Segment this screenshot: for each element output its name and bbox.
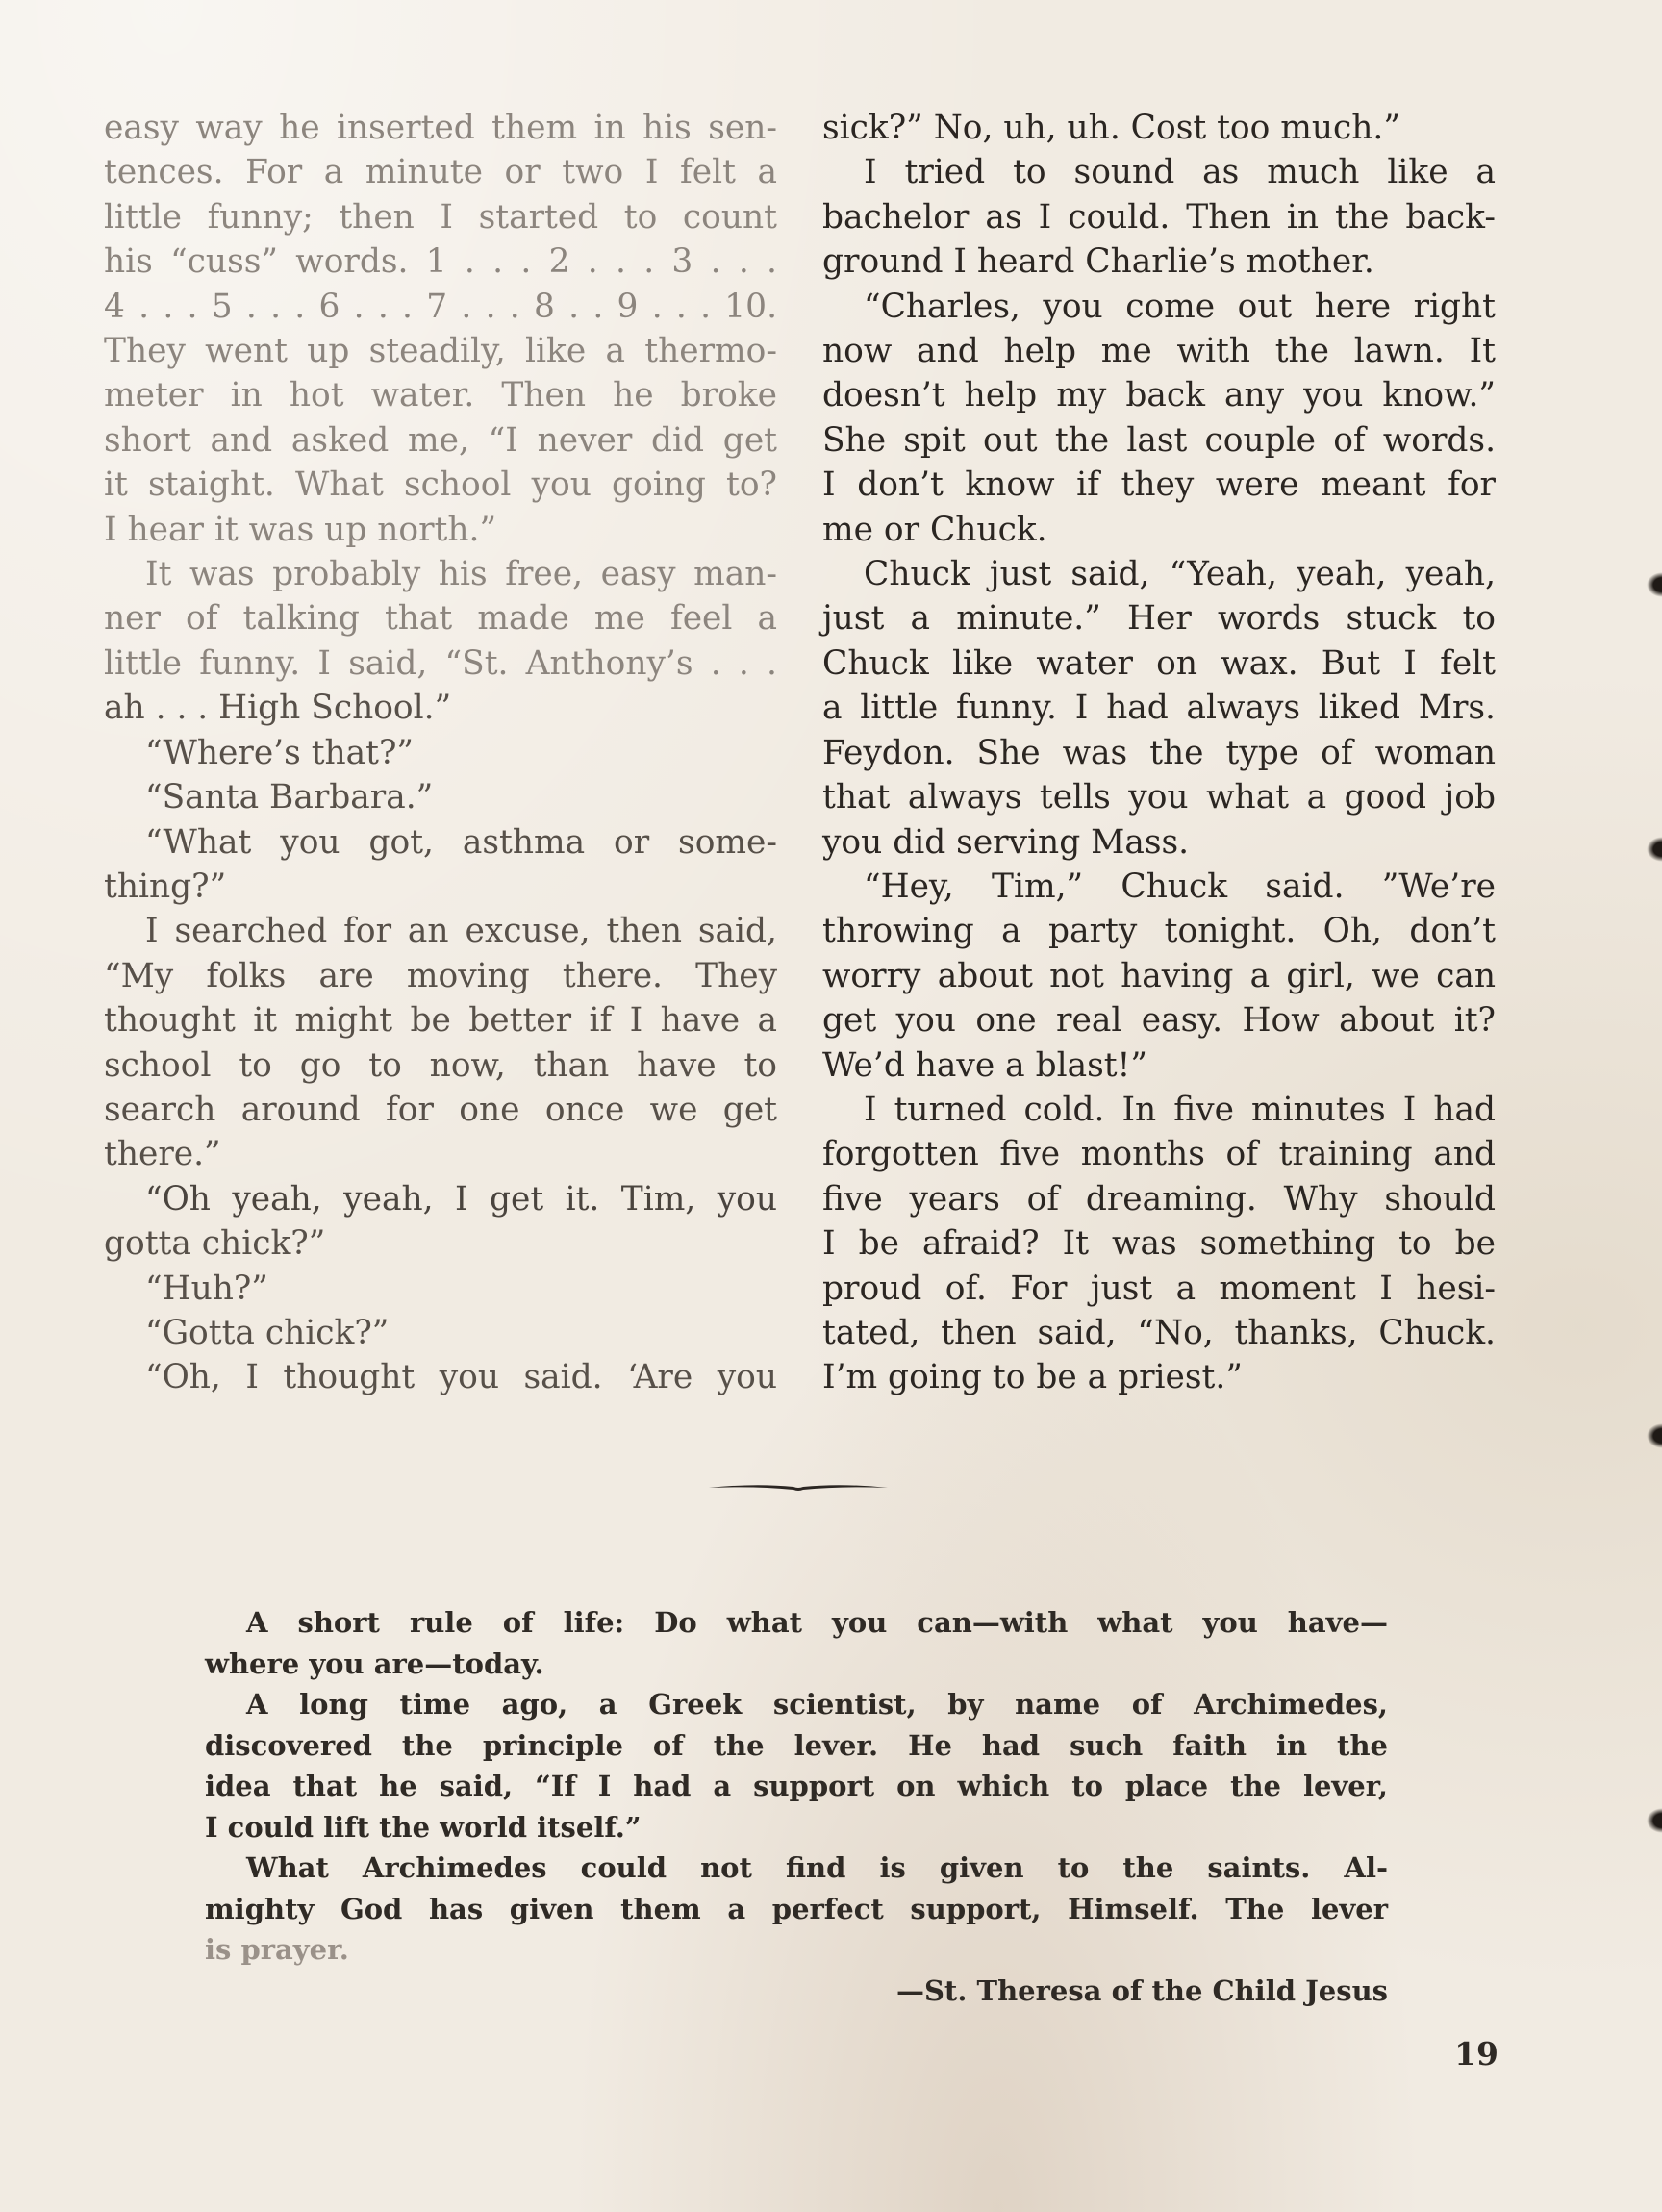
quote-line: idea that he said, “If I had a support on which to place the lever,: [205, 1770, 1388, 1802]
text-line: forgotten five months of training and: [822, 1135, 1496, 1174]
text-line: sick?” No, uh, uh. Cost too much.”: [822, 109, 1400, 147]
text-line: school to go to now, than have to: [104, 1045, 777, 1085]
text-line: me or Chuck.: [822, 510, 1047, 549]
quote-line: A short rule of life: Do what you can—with what you have—: [246, 1606, 1388, 1639]
quote-attribution: —St. Theresa of the Child Jesus: [895, 1973, 1388, 2007]
text-line: you did serving Mass.: [822, 822, 1190, 862]
binding-hole-mark: [1647, 837, 1662, 862]
quote-line: discovered the principle of the lever. He had such faith in the: [205, 1728, 1388, 1762]
text-line: “Huh?”: [145, 1269, 268, 1308]
quote-line: mighty God has given them a perfect support, Himself. The lever: [205, 1892, 1388, 1925]
text-line: it staight. What school you going to?: [104, 465, 777, 505]
text-line: tences. For a minute or two I felt a: [104, 153, 777, 192]
text-line: We’d have a blast!”: [822, 1045, 1147, 1085]
text-line: I tried to sound as much like a: [864, 153, 1496, 192]
text-line: little funny. I said, “St. Anthony’s . . .: [104, 643, 777, 683]
text-line: five years of dreaming. Why should: [822, 1179, 1496, 1219]
text-line: 4 . . . 5 . . . 6 . . . 7 . . . 8 . . 9 . . . 10.: [104, 287, 777, 326]
text-line: his “cuss” words. 1 . . . 2 . . . 3 . . .: [104, 242, 777, 282]
text-line: just a minute.” Her words stuck to: [822, 599, 1496, 639]
text-line: throwing a party tonight. Oh, don’t: [822, 912, 1496, 951]
text-line: little funny; then I started to count: [104, 197, 777, 237]
text-line: ah . . . High School.”: [104, 689, 452, 728]
text-line: “Gotta chick?”: [145, 1313, 390, 1352]
text-line: I don’t know if they were meant for: [822, 465, 1496, 505]
text-line: Chuck like water on wax. But I felt: [822, 643, 1496, 683]
text-line: ner of talking that made me feel a: [104, 599, 777, 639]
text-line: “Oh, I thought you said. ‘Are you: [145, 1358, 777, 1397]
binding-hole-mark: [1647, 572, 1662, 597]
quote-line: I could lift the world itself.”: [205, 1810, 642, 1844]
text-line: proud of. For just a moment I hesi-: [822, 1269, 1496, 1308]
text-line: tated, then said, “No, thanks, Chuck.: [822, 1313, 1496, 1352]
text-line: “Oh yeah, yeah, I get it. Tim, you: [145, 1179, 777, 1219]
text-line: thought it might be better if I have a: [104, 1001, 777, 1041]
text-line: easy way he inserted them in his sen-: [104, 109, 777, 147]
text-line: She spit out the last couple of words.: [822, 420, 1496, 460]
text-line: It was probably his free, easy man-: [145, 555, 777, 594]
text-line: bachelor as I could. Then in the back-: [822, 197, 1496, 237]
text-line: search around for one once we get: [104, 1090, 777, 1129]
text-line: They went up steadily, like a thermo-: [104, 332, 777, 371]
binding-hole-mark: [1647, 1808, 1662, 1833]
text-line: worry about not having a girl, we can: [822, 956, 1496, 995]
text-line: Feydon. She was the type of woman: [822, 733, 1496, 772]
text-line: doesn’t help my back any you know.”: [822, 376, 1496, 415]
section-divider-ornament: [707, 1477, 890, 1496]
text-line: that always tells you what a good job: [822, 778, 1496, 817]
text-line: gotta chick?”: [104, 1224, 326, 1264]
text-line: I’m going to be a priest.”: [822, 1358, 1243, 1397]
quote-line: is prayer.: [205, 1933, 349, 1966]
text-line: I searched for an excuse, then said,: [145, 912, 777, 951]
text-line: I turned cold. In five minutes I had: [864, 1090, 1496, 1129]
left-text-column: [104, 106, 777, 1400]
text-line: I hear it was up north.”: [104, 510, 497, 549]
text-line: thing?”: [104, 867, 227, 906]
text-line: Chuck just said, “Yeah, yeah, yeah,: [864, 555, 1496, 594]
right-text-column: [822, 106, 1496, 1400]
page-number: 19: [1454, 2035, 1498, 2073]
text-line: get you one real easy. How about it?: [822, 1001, 1496, 1041]
text-line: meter in hot water. Then he broke: [104, 376, 777, 415]
text-line: “Where’s that?”: [145, 733, 415, 772]
quote-line: A long time ago, a Greek scientist, by name of Archimedes,: [246, 1688, 1388, 1721]
text-line: ground I heard Charlie’s mother.: [822, 242, 1374, 282]
text-line: “Hey, Tim,” Chuck said. ”We’re: [864, 867, 1496, 906]
text-line: I be afraid? It was something to be: [822, 1224, 1496, 1264]
text-line: now and help me with the lawn. It: [822, 332, 1496, 371]
text-line: there.”: [104, 1135, 221, 1174]
text-line: “Santa Barbara.”: [145, 778, 434, 817]
quotation-block: [205, 1602, 1388, 2011]
text-line: “Charles, you come out here right: [864, 287, 1496, 326]
text-line: “My folks are moving there. They: [104, 956, 777, 995]
quote-line: where you are—today.: [205, 1646, 544, 1680]
text-line: short and asked me, “I never did get: [104, 420, 777, 460]
text-line: a little funny. I had always liked Mrs.: [822, 689, 1496, 728]
quote-line: What Archimedes could not find is given to the saints. Al-: [246, 1851, 1388, 1884]
binding-hole-mark: [1647, 1423, 1662, 1448]
text-line: “What you got, asthma or some-: [145, 822, 777, 862]
